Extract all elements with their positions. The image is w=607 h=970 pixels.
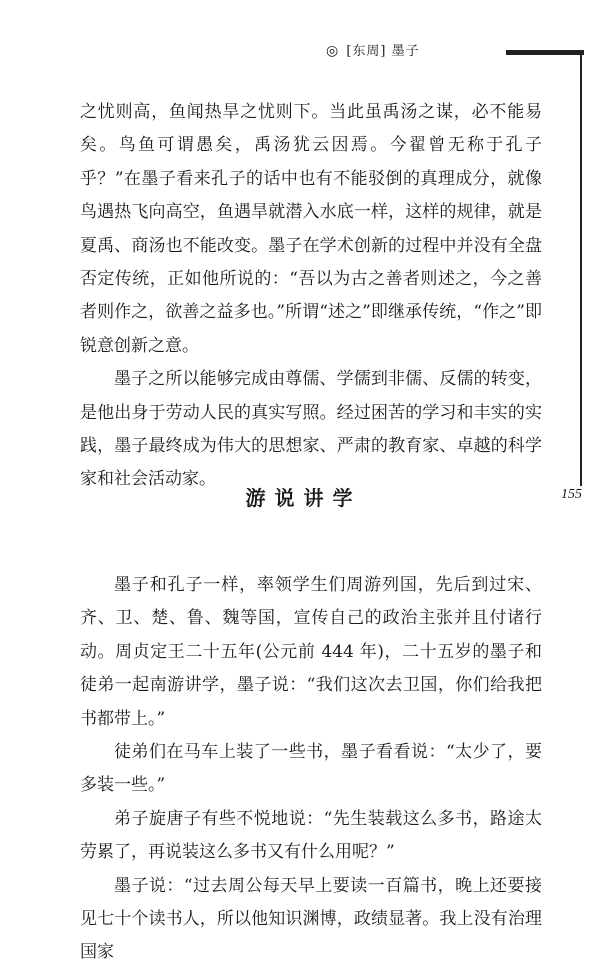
paragraph: 之忧则高，鱼闻热旱之忧则下。当此虽禹汤之谋，必不能易矣。鸟鱼可谓愚矣，禹汤犹云因焉。今翟曾无称于孔子乎？”在墨子看来孔子的话中也有不能驳倒的真理成分，就像鸟遇热飞向高空，鱼遇旱就潜入水底一样，这样的规律，就是夏禹、商汤也不能改变。墨子在学术创新的过程中并没有全盘否定传统，正如他所说的：“吾以为古之善者则述之，今之善者则作之，欲善之益多也。”所谓“述之”即继承传统，“作之”即锐意创新之意。 [80,102,542,356]
paragraph: 墨子之所以能够完成由尊儒、学儒到非儒、反儒的转变，是他出身于劳动人民的真实写照。经过困苦的学习和丰实的实践，墨子最终成为伟大的思想家、严肃的教育家、卓越的科学家和社会活动家。 [80,369,542,490]
page-number: 155 [561,487,582,502]
paragraph: 弟子旋唐子有些不悦地说：“先生装载这么多书，路途太劳累了，再说装这么多书又有什么用呢？” [80,808,542,863]
paragraph: 墨子说：“过去周公每天早上要读一百篇书，晚上还要接见七十个读书人，所以他知识渊博，政绩显著。我上没有治理国家 [80,875,542,963]
text-block-top [80,96,542,497]
margin-rule [580,54,582,486]
paragraph: 墨子和孔子一样，率领学生们周游列国，先后到过宋、齐、卫、楚、鲁、魏等国，宣传自己的政治主张并且付诸行动。周贞定王二十五年(公元前 444 年)，二十五岁的墨子和徒弟一起南游讲学，墨子说：“我们这次去卫国，你们给我把书都带上。” [80,575,542,729]
header-text: [东周] 墨子 [346,44,420,59]
circle-mark-icon: ◎ [326,43,340,59]
section-title: 游说讲学 [245,486,362,510]
running-header [326,40,420,59]
paragraph: 徒弟们在马车上装了一些书，墨子看看说：“太少了，要多装一些。” [80,742,542,796]
text-block-bottom [80,569,542,970]
header-rule [506,50,584,55]
